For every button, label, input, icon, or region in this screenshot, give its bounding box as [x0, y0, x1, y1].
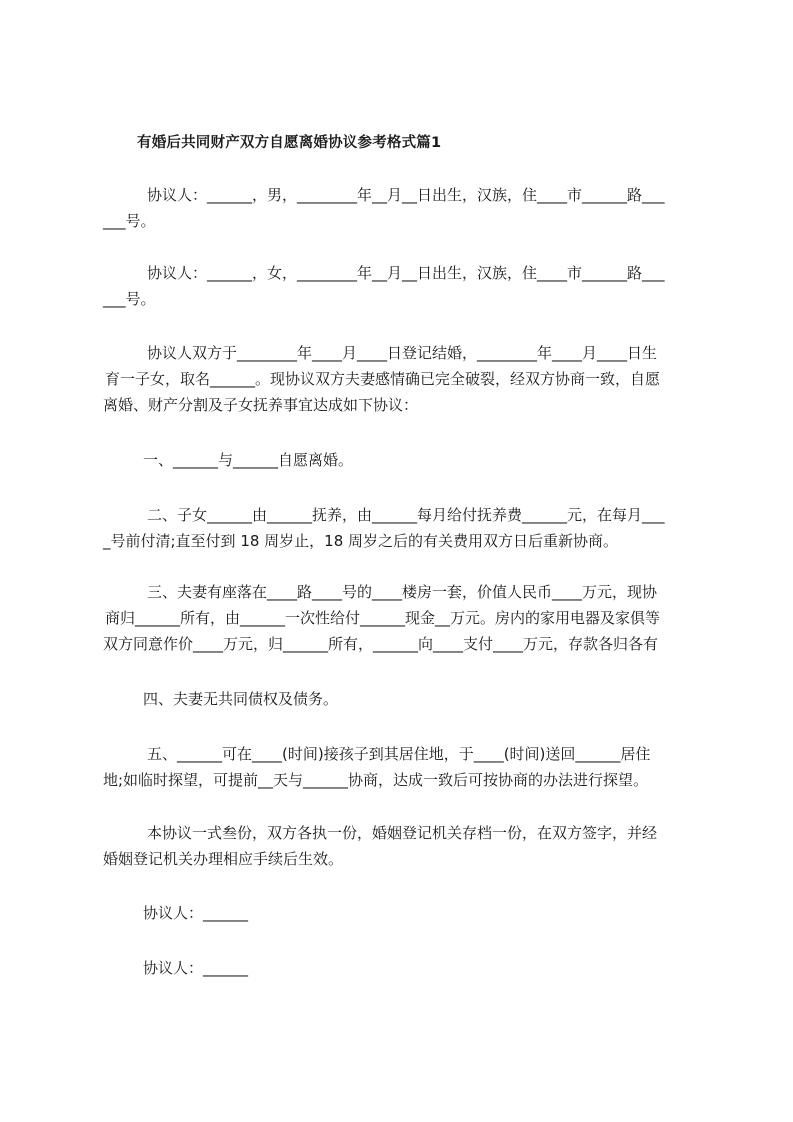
paragraph-line: 五、______可在____(时间)接孩子到其居住地，于____(时间)送回______居住 — [147, 745, 651, 763]
paragraph-line: 三、夫妻有座落在____路____号的____楼房一套，价值人民币____万元，现协 — [147, 583, 658, 601]
paragraph-line: ___号。 — [103, 290, 156, 308]
signature-line-2 — [103, 955, 703, 981]
paragraph-line: 双方同意作价____万元，归______所有，______向____支付____万元，存款各归各有 — [103, 635, 659, 653]
signature-line-1 — [103, 900, 703, 926]
paragraph-line: 地;如临时探望，可提前__天与______协商，达成一致后可按协商的办法进行探望。 — [103, 771, 649, 789]
document-title: 有婚后共同财产双方自愿离婚协议参考格式篇1 — [137, 135, 442, 151]
clause2-paragraph — [103, 502, 703, 554]
paragraph-line: 协议人：______，男，________年__月__日出生，汉族，住____市______路___ — [147, 186, 665, 204]
intro-paragraph — [103, 340, 703, 418]
paragraph-line: 离婚、财产分割及子女抚养事宜达成如下协议： — [103, 396, 419, 414]
paragraph-line: 一、______与______自愿离婚。 — [143, 451, 354, 469]
clause5-paragraph — [103, 741, 703, 793]
party1-paragraph — [103, 182, 703, 234]
clause1-paragraph — [103, 447, 703, 473]
paragraph-line: 四、夫妻无共同债权及债务。 — [143, 690, 339, 708]
paragraph-line: 二、子女______由______抚养，由______每月给付抚养费______元，在每月___ — [147, 506, 665, 524]
signature-text: 协议人：______ — [143, 959, 249, 977]
closing-paragraph — [103, 820, 703, 872]
party2-paragraph — [103, 260, 703, 312]
paragraph-line: 婚姻登记机关办理相应手续后生效。 — [103, 850, 344, 868]
paragraph-line: 协议人双方于________年____月____日登记结婚，________年____月____日生 — [147, 344, 658, 362]
paragraph-line: 协议人：______，女，________年__月__日出生，汉族，住____市______路___ — [147, 264, 665, 282]
paragraph-line: ___号。 — [103, 212, 156, 230]
paragraph-line: 商归______所有，由______一次性给付______现金__万元。房内的家用电器及家俱等 — [105, 609, 661, 627]
paragraph-line: 本协议一式叁份，双方各执一份，婚姻登记机关存档一份，在双方签字，并经 — [147, 824, 658, 842]
paragraph-line: _号前付清;直至付到 18 周岁止，18 周岁之后的有关费用双方日后重新协商。 — [103, 532, 619, 550]
clause3-paragraph — [103, 579, 703, 657]
clause4-paragraph — [103, 686, 703, 712]
paragraph-line: 育一子女，取名______。现协议双方夫妻感情确已完全破裂，经双方协商一致，自愿 — [105, 370, 661, 388]
signature-text: 协议人：______ — [143, 904, 249, 922]
